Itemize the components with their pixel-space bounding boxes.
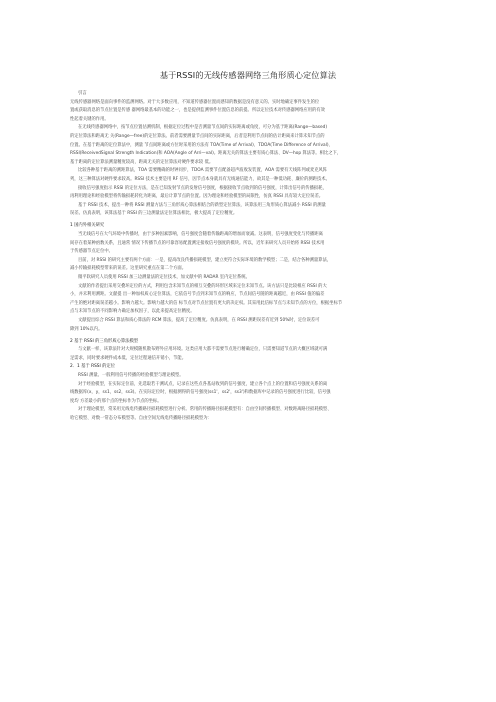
abstract-label: 引言 (78, 91, 87, 96)
body-line: RSSI 测量。一般利用信号传播的经验模型与理论模型。 (78, 373, 184, 378)
body-line: 降到 10%以内。 (70, 326, 103, 332)
body-line: 目前，对 RSSI 的研究主要有两个方面：一是，提高改良传播损耗模型，建立更符合实际环境的数学模型；二是，结合各种测量算法， (78, 257, 332, 263)
body-line: 微平软研究人员使用 RSSI 加三边测量法的定位技术，加文献中的 RADAR 室内定位系统。 (78, 274, 250, 280)
body-line: 与文献一样，该算法针对大规模随机散布野外应用环境。这类应用大都不需要节点进行精确定位，只需要知道节点的大概区域就可满 (78, 347, 328, 353)
page-title: 基于RSSI的无线传感器网络三角形质心定位算法 (159, 70, 337, 80)
body-line: 列，这三种算法对硬件要求较高。RSSI 技术主要是用 RF 信号，因节点本身就具有无线通信能力，故其是一种低功耗、廉价的测距技术。 (70, 176, 330, 182)
body-line: 比较各种基于距离的测距算法，TOA 需要精确的时钟同步，TDOA 需要节点配备超声波收发装置，AOA 需要有天线阵列或麦克风阵 (78, 168, 328, 174)
body-line: 点与未知节点的不同影响力确定加权因子，以此来提高定位精度。 (70, 309, 195, 315)
body-line: 小，并未利用测距。文献提 出一种加权质心定位算法，它依信号节点到未知节点的响应，节点间信号随的距离越近，由 RSSI 值的偏差 (70, 292, 325, 298)
subsection-heading-2-1: 2．1 基于 RSSI 的定位 (70, 364, 116, 370)
body-line: 足需求，同时要求硬件成本低，定位过程通信开销小，节能。 (70, 355, 187, 361)
body-line: 减小传输损耗模型带来的误差。这里研究重点在第二个方面。 (70, 266, 187, 272)
body-line: 产生的绝对距离误差越小。影响力越大。影响力越大的信 标节点对节点位置有更大的决定权。其采用此信标节点与未知节点的方位，根据坐标节 (70, 300, 343, 306)
body-line: 基于 RSSI 技术，提出一种将 RSSI 测量方法与三角形质心算法相结合的新型定位算法，该算法用三角形质心算法减小 RSSI 的测量 (78, 202, 326, 208)
body-line: 的定位算法和距离无 关(Range—free)的定位算法。前者需要测量节点间的实际距离，后者是利用节点间的估计距离来计算未知节点的 (70, 133, 325, 139)
body-line: 无线传感器网络是面向事件的监测网络。对于大多数应用，不知道传感器位置而感知的数据是没有意义的。实时地确定事件发生的位 (70, 99, 320, 105)
body-line: 哈它模型、对数一常态分布模型等。自由空间无线电传播路径损耗模型为： (70, 415, 212, 421)
article-body (70, 90, 460, 424)
body-line: 再利用理论和经验模型将传输损耗转化为距离，最后计算节点的位置。因为理论和经验模型的局限性，仿真 RSSI 具有较大定位误差。 (70, 194, 324, 200)
body-line: 基于距离的定位算法测量精度较高，距离无关的定位算法对硬件要求较 低。 (70, 159, 214, 165)
section-heading-1: 1 国内外相关研究 (70, 223, 105, 229)
body-line: 对于经验模型，在实际定位前，先选取若干测试点，记录在这些点各基站收到的信号强度，建立各个点上的位置和信号强度关系的离 (78, 381, 328, 387)
body-line: 文献的作者提出采用交叠环定位的方式，利用包含未知节点的相互交叠的环形区域来定位未知节点。该方法只是比较相应 RSSI 的大 (78, 283, 327, 289)
section-heading-2: 2 基于 RSSI 的三角形质心算法模型 (70, 338, 139, 344)
body-line: 接收信号强度指示 RSSI 的定位方法，是在已知发射节点的发射信号强度，根据接收节点收到的信号强度，计算出信号的传播损耗， (78, 185, 327, 191)
body-line: 文献提出综合 RSSI 算法和质心算法的 RCM 算法，提高了定位精度。仿真表明，在 RSSI 测距误差有近到 50%时，定位误差可 (78, 317, 320, 323)
body-line: RSSI(ReceivedSignal Strength Indication)和 AOA(Angle of Arri—val)。距离无关的算法主要有质心算法、DV—hop 算法等。相比之下， (70, 151, 342, 157)
body-line: 误差。仿真表明，该算法基于 RSSI 的三边测量法定位算法相比，极大提高了定位精度。 (70, 211, 238, 217)
body-line: 当无线信号在大气环境中传播时，由于多种因素影响，信号强度会随着传输距离的增加而衰减。这表明，信号强度变化与传播距离 (78, 232, 323, 237)
body-line: 置或获取消息的节点位置是传感 器网络最基本的功能之一，也是提供监测事件位置信息的前提。所以定位技术对传感器网络应用的有效 (70, 108, 325, 114)
body-line: 于传感器节点定位中。 (70, 249, 113, 255)
body-line: 间存在着某种函数关系，且通常 情况下传播节点的可靠容易配置测定接收信号强度的模块。所以，近年来研究人员开始将 RSSI 技术用 (70, 240, 325, 246)
body-line: 线数据库(x，y，ss1，ss2，ss3)。在实际定位时，根据测得的信号强度(ss1'，ss2'，ss3')和数据库中记录的信号强度进行比较，信号强 (70, 390, 331, 396)
body-line: 对于理论模型，常采用无线电传播路径损耗模型进行分析。常用的传播路径损耗模型有：自由空间传播模型、对数距离路径损耗模型、 (78, 407, 332, 413)
body-line: 在无线传感器网络中，按节点位置估测机制，根据定位过程中是否测量节点间的实际距离或角度，可分为基于距离(Range—based) (78, 125, 328, 131)
body-line: 位置。在基于距离的定位算法中，测量 节点间距离或方位时采用的方法有 TOA(Time of Arrival)、TDOA(Time Difference of Arrival)、 (70, 142, 333, 148)
body-line: 度均 方差最小的那个点的坐标作为节点的坐标。 (70, 398, 162, 404)
body-line: 性起着关键的作用。 (70, 116, 109, 122)
